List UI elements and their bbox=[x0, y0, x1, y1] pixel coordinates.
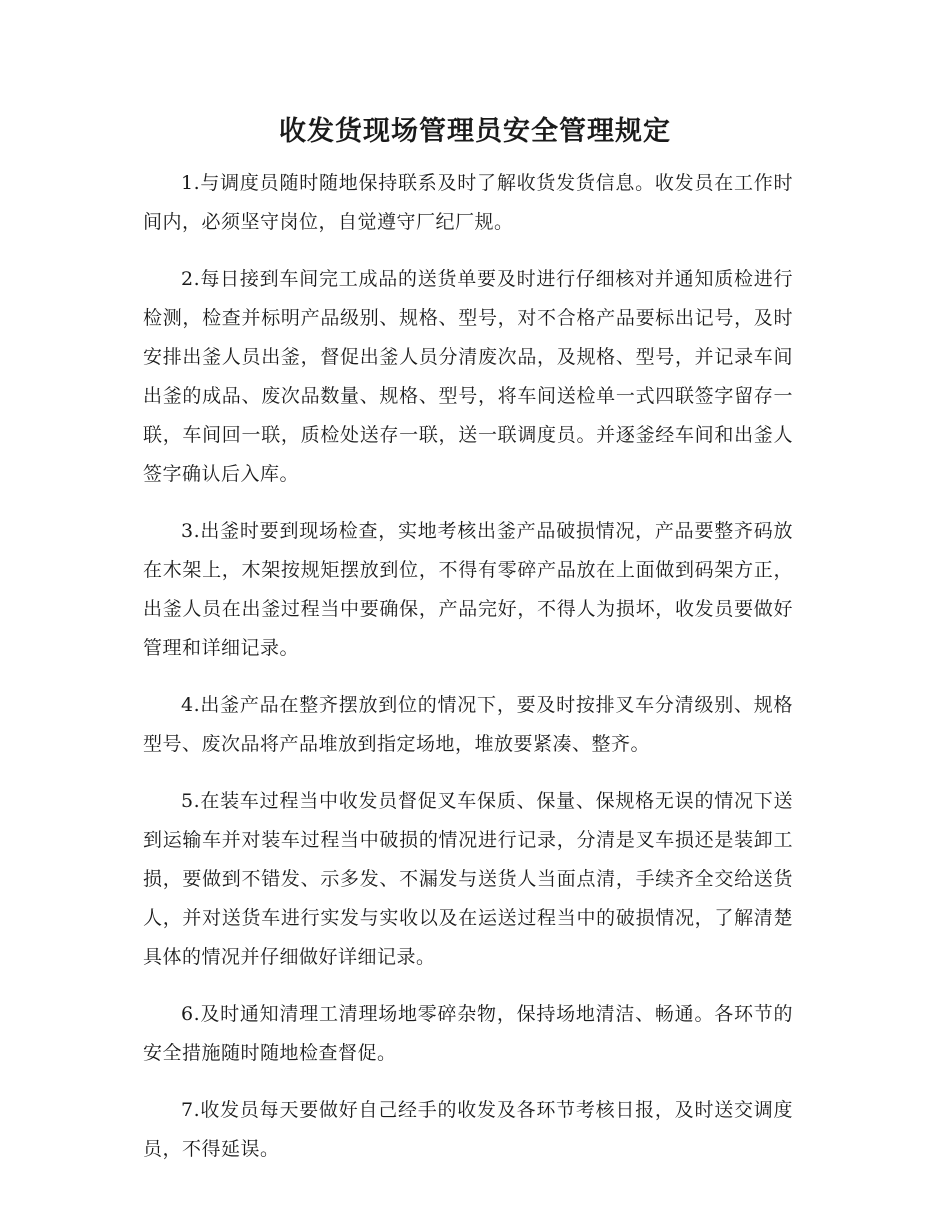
paragraph-1: 1.与调度员随时随地保持联系及时了解收货发货信息。收发员在工作时间内，必须坚守岗位，自觉遵守厂纪厂规。 bbox=[143, 172, 793, 233]
paragraph-2: 2.每日接到车间完工成品的送货单要及时进行仔细核对并通知质检进行检测，检查并标明产品级别、规格、型号，对不合格产品要标出记号，及时安排出釜人员出釜，督促出釜人员分清废次品，及规格、型号，并记录车间出釜的成品、废次品数量、规格、型号，将车间送检单一式四联签字留存一联，车间回一联，质检处送存一联，送一联调度员。并逐釜经车间和出釜人签字确认后入库。 bbox=[143, 268, 793, 485]
paragraph-6: 6.及时通知清理工清理场地零碎杂物，保持场地清洁、畅通。各环节的安全措施随时随地检查督促。 bbox=[143, 1003, 793, 1064]
paragraph-7: 7.收发员每天要做好自己经手的收发及各环节考核日报，及时送交调度员，不得延误。 bbox=[143, 1099, 793, 1160]
document-body bbox=[143, 164, 793, 1187]
paragraph-3: 3.出釜时要到现场检查，实地考核出釜产品破损情况，产品要整齐码放在木架上，木架按规矩摆放到位，不得有零碎产品放在上面做到码架方正，出釜人员在出釜过程当中要确保，产品完好，不得人为损坏，收发员要做好管理和详细记录。 bbox=[143, 520, 793, 659]
paragraph-4: 4.出釜产品在整齐摆放到位的情况下，要及时按排叉车分清级别、规格型号、废次品将产品堆放到指定场地，堆放要紧凑、整齐。 bbox=[143, 694, 793, 755]
document-title: 收发货现场管理员安全管理规定 bbox=[279, 116, 671, 147]
paragraph-5: 5.在装车过程当中收发员督促叉车保质、保量、保规格无误的情况下送到运输车并对装车过程当中破损的情况进行记录，分清是叉车损还是装卸工损，要做到不错发、示多发、不漏发与送货人当面点清，手续齐全交给送货人，并对送货车进行实发与实收以及在运送过程当中的破损情况，了解清楚具体的情况并仔细做好详细记录。 bbox=[143, 790, 793, 968]
